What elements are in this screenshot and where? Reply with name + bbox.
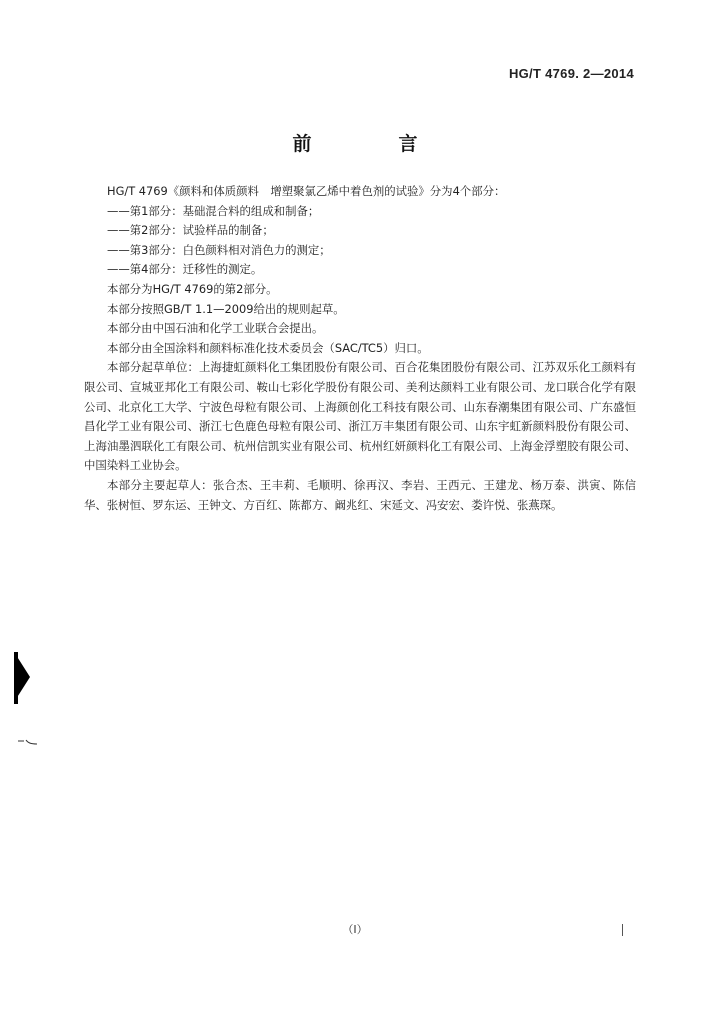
scan-edge-arrow <box>16 655 30 699</box>
list-item-part-4: ——第4部分：迁移性的测定。 <box>107 262 263 277</box>
footer-right-mark <box>622 924 623 936</box>
foreword-body <box>84 182 636 515</box>
page-title: 前 言 <box>292 133 452 155</box>
paragraph-this-part: 本部分为HG/T 4769的第2部分。 <box>107 281 278 296</box>
list-item-part-1: ——第1部分：基础混合料的组成和制备； <box>107 203 320 218</box>
paragraph-drafters: 本部分主要起草人：张合杰、王丰莉、毛顺明、徐再汉、李岩、王西元、王建龙、杨万泰、洪寅、陈信华、张树恒、罗东运、王钟文、方百红、陈都方、阚兆红、宋延文、冯安宏、娄许悦、张燕琛。 <box>84 477 636 512</box>
paragraph-drafting-units: 本部分起草单位：上海捷虹颜料化工集团股份有限公司、百合花集团股份有限公司、江苏双乐化工颜料有限公司、宣城亚邦化工有限公司、鞍山七彩化学股份有限公司、美利达颜料工业有限公司、龙口联合化学有限公司、北京化工大学、宁波色母粒有限公司、上海颜创化工科技有限公司、山东春潮集团有限公司、广东盛恒昌化学工业有限公司、浙江七色鹿色母粒有限公司、浙江万丰集团有限公司、山东宇虹新颜料股份有限公司、上海油墨泗联化工有限公司、杭州信凯实业有限公司、杭州红妍颜料化工有限公司、上海金浮塑胶有限公司、中国染料工业协会。 <box>84 360 636 473</box>
scan-artifact <box>18 738 38 748</box>
paragraph-proposed-by: 本部分由中国石油和化学工业联合会提出。 <box>107 321 324 336</box>
standard-number: HG/T 4769. 2—2014 <box>508 66 634 81</box>
paragraph-drafting-rules: 本部分按照GB/T 1.1—2009给出的规则起草。 <box>107 301 345 316</box>
list-item-part-2: ——第2部分：试验样品的制备； <box>107 223 274 238</box>
paragraph-centralized-by: 本部分由全国涂料和颜料标准化技术委员会（SAC/TC5）归口。 <box>107 340 429 355</box>
list-item-part-3: ——第3部分：白色颜料相对消色力的测定； <box>107 242 331 257</box>
page-number: （I） <box>342 923 368 936</box>
paragraph-series-intro: HG/T 4769《颜料和体质颜料 增塑聚氯乙烯中着色剂的试验》分为4个部分： <box>107 184 506 198</box>
